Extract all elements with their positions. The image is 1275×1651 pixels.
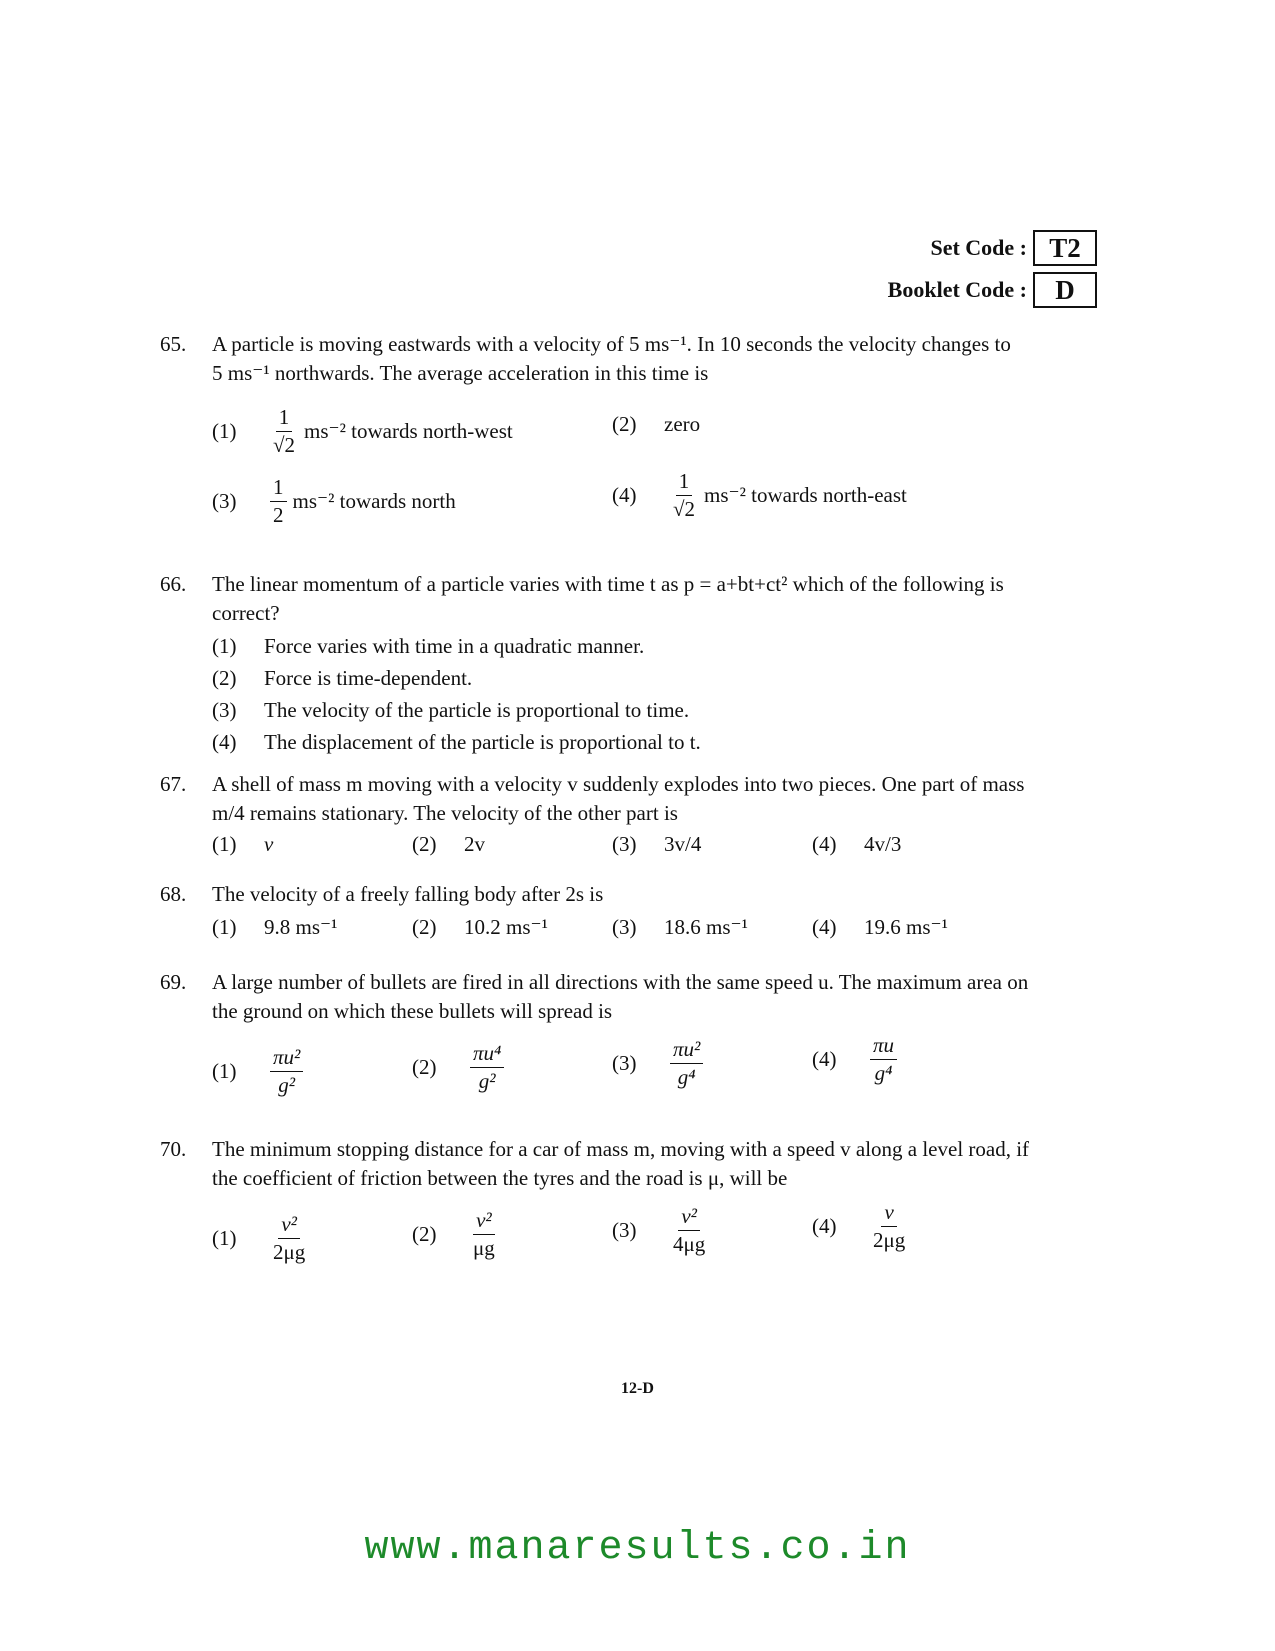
fraction (670, 470, 698, 521)
question-number: 67. (160, 772, 187, 796)
question-text-line: 5 ms⁻¹ northwards. The average acceleration in this time is (212, 361, 709, 385)
fraction-denominator: g² (278, 1073, 296, 1098)
option-4[interactable] (612, 470, 907, 521)
option-number: (2) (412, 832, 437, 856)
option-number: (3) (612, 1051, 637, 1076)
option-number: (4) (812, 1047, 837, 1072)
option-text: Force varies with time in a quadratic manner. (264, 634, 645, 658)
option-1[interactable] (212, 830, 273, 859)
fraction-denominator: 2μg (273, 1240, 306, 1265)
question-65 (160, 330, 1120, 528)
option-number: (4) (812, 915, 837, 939)
booklet-code-row (888, 272, 1097, 308)
option-number: (2) (412, 1222, 437, 1247)
option-number: (1) (212, 634, 237, 658)
options (212, 828, 1120, 862)
option-text: 10.2 ms⁻¹ (464, 915, 548, 939)
question-text (212, 330, 1120, 388)
question-text (212, 880, 1120, 909)
question-text-line: the ground on which these bullets will spread is (212, 999, 613, 1023)
question-text-line: A shell of mass m moving with a velocity v suddenly explodes into two pieces. One part of mass (212, 772, 1025, 796)
option-text: 9.8 ms⁻¹ (264, 915, 338, 939)
fraction (270, 476, 287, 527)
fraction (670, 1205, 708, 1256)
option-number: (2) (412, 915, 437, 939)
fraction-denominator: √2 (673, 497, 696, 522)
fraction-denominator: 2μg (873, 1228, 906, 1253)
options (212, 632, 1120, 757)
question-number: 69. (160, 970, 187, 994)
fraction-numerator: πu² (270, 1046, 303, 1072)
option-2[interactable] (412, 913, 548, 942)
option-text: ms⁻² towards north (292, 489, 456, 514)
options (212, 1193, 1120, 1303)
option-number: (3) (612, 915, 637, 939)
question-text (212, 570, 1120, 628)
question-text-line: The minimum stopping distance for a car of mass m, moving with a speed v along a level road, if (212, 1137, 1030, 1161)
option-text: 19.6 ms⁻¹ (864, 915, 948, 939)
option-text: Force is time-dependent. (264, 666, 473, 690)
option-number: (3) (612, 832, 637, 856)
fraction (870, 1201, 908, 1252)
fraction-denominator: 2 (273, 503, 284, 528)
option-number: (4) (612, 483, 637, 508)
fraction-numerator: πu² (670, 1038, 703, 1064)
page-number: 12-D (621, 1380, 654, 1397)
fraction-numerator: v (881, 1201, 896, 1227)
set-code-row (888, 230, 1097, 266)
fraction-numerator: v² (473, 1209, 495, 1235)
option-3[interactable] (212, 476, 456, 527)
question-text-line: correct? (212, 601, 280, 625)
option-4[interactable] (212, 728, 1120, 757)
fraction (270, 1213, 308, 1264)
option-number: (4) (812, 1214, 837, 1239)
question-number: 65. (160, 332, 187, 356)
question-text (212, 1135, 1120, 1193)
option-number: (2) (612, 412, 637, 436)
fraction (270, 406, 298, 457)
question-text-line: the coefficient of friction between the tyres and the road is μ, will be (212, 1166, 788, 1190)
booklet-code-value: D (1033, 272, 1097, 308)
options (212, 909, 1120, 943)
option-text: 2v (464, 832, 485, 856)
option-text: zero (664, 412, 701, 436)
fraction-numerator: πu (870, 1034, 897, 1060)
option-number: (2) (212, 666, 237, 690)
option-text: v (264, 832, 274, 856)
option-1[interactable] (212, 913, 337, 942)
fraction-numerator: v² (678, 1205, 700, 1231)
question-66 (160, 570, 1120, 760)
question-text-line: A large number of bullets are fired in all directions with the same speed u. The maximum area on (212, 970, 1029, 994)
option-number: (4) (212, 730, 237, 754)
option-number: (2) (412, 1055, 437, 1080)
option-text: 4v/3 (864, 832, 902, 856)
set-code-label: Set Code : (930, 235, 1027, 260)
set-code-value: T2 (1033, 230, 1097, 266)
fraction (670, 1038, 703, 1089)
question-69 (160, 968, 1120, 1136)
fraction (270, 1046, 303, 1097)
option-number: (1) (212, 1059, 237, 1084)
option-number: (1) (212, 419, 237, 444)
option-1[interactable] (212, 632, 1120, 661)
fraction-denominator: 4μg (673, 1232, 706, 1257)
question-number: 68. (160, 882, 187, 906)
fraction-denominator: g⁴ (874, 1061, 893, 1086)
question-70 (160, 1135, 1120, 1303)
option-4[interactable] (812, 1201, 914, 1252)
fraction-numerator: πu⁴ (470, 1042, 504, 1068)
fraction-numerator: 1 (676, 470, 693, 496)
option-number: (3) (612, 1218, 637, 1243)
fraction-denominator: g⁴ (677, 1065, 696, 1090)
option-4[interactable] (812, 830, 901, 859)
question-68 (160, 880, 1120, 943)
exam-codes (888, 230, 1097, 314)
option-number: (1) (212, 832, 237, 856)
option-2[interactable] (412, 830, 485, 859)
question-text-line: The linear momentum of a particle varies with time t as p = a+bt+ct² which of the following is (212, 572, 1004, 596)
options (212, 1026, 1120, 1136)
option-text: 3v/4 (664, 832, 702, 856)
option-3[interactable] (212, 696, 1120, 725)
question-text-line: The velocity of a freely falling body after 2s is (212, 882, 604, 906)
option-number: (3) (212, 698, 237, 722)
option-number: (3) (212, 489, 237, 514)
option-3[interactable] (612, 1038, 709, 1089)
question-number: 66. (160, 572, 187, 596)
option-1[interactable] (212, 1046, 309, 1097)
option-2[interactable] (612, 410, 700, 439)
fraction-denominator: g² (478, 1069, 496, 1094)
option-2[interactable] (212, 664, 1120, 693)
option-4[interactable] (812, 1034, 903, 1085)
fraction-denominator: √2 (273, 433, 296, 458)
question-number: 70. (160, 1137, 187, 1161)
question-text (212, 770, 1120, 828)
option-3[interactable] (612, 1205, 714, 1256)
question-text-line: m/4 remains stationary. The velocity of the other part is (212, 801, 678, 825)
option-number: (4) (812, 832, 837, 856)
fraction-denominator: μg (473, 1236, 495, 1261)
options (212, 388, 1120, 528)
option-text: ms⁻² towards north-east (704, 483, 907, 508)
website-watermark[interactable]: www.manaresults.co.in (364, 1526, 911, 1571)
option-4[interactable] (812, 913, 948, 942)
fraction (470, 1209, 498, 1260)
fraction-numerator: 1 (276, 406, 293, 432)
option-2[interactable] (412, 1042, 510, 1093)
fraction (870, 1034, 897, 1085)
option-text: The displacement of the particle is proportional to t. (264, 730, 701, 754)
option-3[interactable] (612, 830, 701, 859)
option-text: ms⁻² towards north-west (304, 419, 513, 444)
option-2[interactable] (412, 1209, 504, 1260)
fraction-numerator: v² (278, 1213, 300, 1239)
question-text (212, 968, 1120, 1026)
option-number: (1) (212, 1226, 237, 1251)
fraction (470, 1042, 504, 1093)
option-text: The velocity of the particle is proportional to time. (264, 698, 690, 722)
option-3[interactable] (612, 913, 748, 942)
option-1[interactable] (212, 1213, 314, 1264)
booklet-code-label: Booklet Code : (887, 277, 1027, 302)
fraction-numerator: 1 (270, 476, 287, 502)
option-1[interactable] (212, 406, 513, 457)
question-text-line: A particle is moving eastwards with a velocity of 5 ms⁻¹. In 10 seconds the velocity changes to (212, 332, 1011, 356)
option-text: 18.6 ms⁻¹ (664, 915, 748, 939)
option-number: (1) (212, 915, 237, 939)
question-67 (160, 770, 1120, 862)
